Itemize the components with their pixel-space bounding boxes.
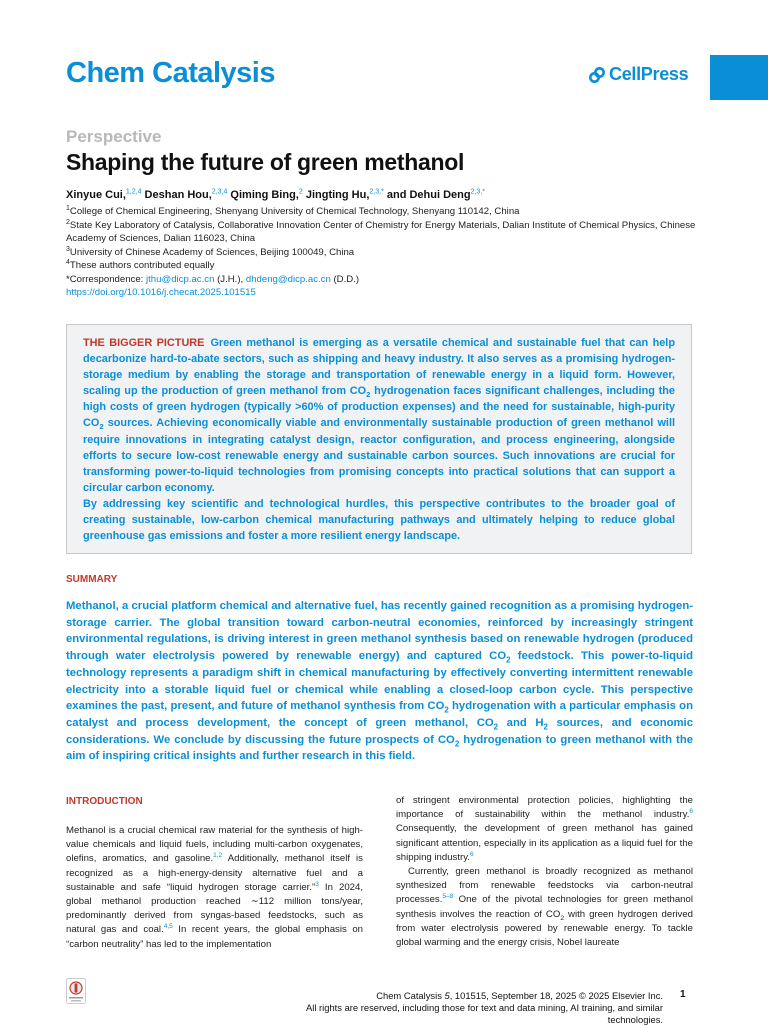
author-list xyxy=(66,189,485,201)
affiliation-number: 3 xyxy=(66,245,70,253)
journal-title: Chem Catalysis xyxy=(66,57,275,89)
bigger-picture-box xyxy=(66,324,692,554)
citation-ref[interactable]: 6 xyxy=(689,808,693,816)
affiliation-text: These authors contributed equally xyxy=(69,260,215,271)
author-name[interactable]: Qiming Bing, xyxy=(230,189,299,201)
doi-link[interactable]: https://doi.org/10.1016/j.checat.2025.101515 xyxy=(66,287,256,298)
publisher-logo[interactable] xyxy=(588,64,688,85)
body-paragraph: of stringent environmental protection policies, highlighting the importance of sustainability within the methanol industry.$^6$ Consequently, the development of green methanol has gained significant attention, especially in its application as a liquid fuel for the shipping industry.$^6$ xyxy=(396,795,693,863)
body-paragraph: Currently, green methanol is broadly recognized as methanol synthesized from renewable feedstocks via carbon-neutral processes.$^{5-8}$ One of the pivotal technologies for green methanol synthesis involves the reaction of $CO_2$ with green hydrogen derived from water electrolysis powered by renewable energy. To tackle global warming and the energy crisis, Nobel laureate xyxy=(396,866,693,949)
affiliation-text: University of Chinese Academy of Sciences, Beijing 100049, China xyxy=(69,246,355,258)
email-link-hu[interactable]: jthu@dicp.ac.cn xyxy=(146,273,215,285)
author-affil-ref[interactable]: 2,3,4 xyxy=(211,188,228,196)
affiliation-number: 4 xyxy=(66,258,70,266)
bigger-picture-paragraph: THE BIGGER PICTURE Green methanol is emerging as a versatile chemical and sustainable fuel that can help decarbonize hard-to-abate sectors, such as shipping and heavy industry. It also serves as a promising hydrogen-storage medium by enabling the storage and transportation of renewable energy in a liquid form. However, scaling up the production of green methanol from $CO_2$ hydrogenation faces significant challenges, including the high costs of green hydrogen (typically >60% of production expenses) and the need for sustainable, high-purity $CO_2$ sources. Achieving economically viable and environmentally sustainable production of green methanol will require innovations in integrating catalyst design, reactor configuration, and process engineering, alongside efforts to secure low-cost renewable energy and sustainable carbon sources. Such innovations are crucial for transforming power-to-liquid technologies from promising concepts into practical solutions that can support a circular carbon economy. xyxy=(83,337,675,494)
footer-citation-line: Chem Catalysis 5, 101515, September 18, 2025 © 2025 Elsevier Inc. xyxy=(376,990,663,1001)
footer-citation xyxy=(290,990,663,1026)
affiliations xyxy=(66,205,706,300)
author-affil-ref[interactable]: 1,2,4 xyxy=(125,188,142,196)
body-column-right xyxy=(396,794,693,950)
affiliation xyxy=(66,219,706,246)
header-accent-tab xyxy=(710,55,768,100)
citation-ref[interactable]: 5–8 xyxy=(442,893,454,901)
citation-ref[interactable]: 1,2 xyxy=(213,852,223,860)
check-for-updates-icon[interactable] xyxy=(66,978,86,1004)
publisher-name: CellPress xyxy=(609,64,689,84)
page-number: 1 xyxy=(680,989,686,1000)
author-affil-ref[interactable]: 2,3,* xyxy=(369,188,384,196)
affiliation xyxy=(66,205,706,219)
author-name[interactable]: Jingting Hu, xyxy=(305,189,370,201)
bigger-picture-paragraph: By addressing key scientific and technological hurdles, this perspective contributes to the broader goal of creating sustainable, low-carbon chemical manufacturing pathways and ultimately helping to reduce global greenhouse gas emissions and foster a more resilient energy landscape. xyxy=(83,497,675,543)
citation-ref[interactable]: 3 xyxy=(315,880,319,888)
article-title: Shaping the future of green methanol xyxy=(66,149,465,175)
citation-ref[interactable]: 4,5 xyxy=(163,923,173,931)
body-column-left xyxy=(66,824,363,952)
author-affil-ref[interactable]: 2,3,* xyxy=(470,188,485,196)
cellpress-logo-icon xyxy=(588,66,606,84)
footer-rights-line: All rights are reserved, including those for text and data mining, AI training, and similar technologies. xyxy=(306,1002,663,1025)
affiliation-text: College of Chemical Engineering, Shenyang University of Chemical Technology, Shenyang 110142, China xyxy=(69,206,520,217)
article-type: Perspective xyxy=(66,127,162,146)
author-name[interactable]: Deshan Hou, xyxy=(144,189,212,201)
bigger-picture-label: THE BIGGER PICTURE xyxy=(83,337,205,349)
affiliation xyxy=(66,246,706,260)
citation-ref[interactable]: 6 xyxy=(469,850,474,858)
summary-text: Methanol, a crucial platform chemical and alternative fuel, has recently gained recognition as a promising hydrogen-storage carrier. The global transition toward carbon-neutral economies, reinforced by increasingly stringent environmental regulations, is driving interest in green methanol synthesis based on renewable hydrogen (produced through water electrolysis powered by renewable energy) and captured $CO_2$ feedstock. This power-to-liquid technology represents a paradigm shift in chemical manufacturing by effectively converting intermittent renewable electricity into a storable liquid fuel or chemical while enabling a closed-loop carbon cycle. This perspective examines the past, present, and future of methanol synthesis from $CO_2$ hydrogenation with a particular emphasis on catalyst and process development, the concept of green methanol, $CO_2$ and $H_2$ sources, and economic considerations. We conclude by discussing the future prospects of $CO_2$ hydrogenation to green methanol with the aim of inspiring critical insights and further research in this field. xyxy=(66,600,694,763)
author-name[interactable]: Xinyue Cui, xyxy=(66,189,126,201)
email-link-deng[interactable]: dhdeng@dicp.ac.cn xyxy=(245,273,331,285)
affiliation-text: State Key Laboratory of Catalysis, Collaborative Innovation Center of Chemistry for Energy Materials, Dalian Institute of Chemical Physics, Chinese Academy of Sciences, Dalian 116023, China xyxy=(66,219,696,244)
body-paragraph: Methanol is a crucial chemical raw material for the synthesis of high-value chemicals and liquid fuels, including multi-carbon oxygenates, olefins, aromatics, and gasoline.$^{1,2}$ Additionally, methanol itself is recognized as a high-energy-density alternative fuel and a sustainable and safe “liquid hydrogen storage carrier.”$^3$ In 2024, global methanol production reached ∼112 million tons/year, predominantly derived from syngas-based feedstocks, such as natural gas and coal.$^{4,5}$ In recent years, the global emphasis on “carbon neutrality” has led to the implementation xyxy=(66,825,363,950)
summary-heading: SUMMARY xyxy=(66,574,118,585)
correspondence: *Correspondence: jthu@dicp.ac.cn (J.H.), dhdeng@dicp.ac.cn (D.D.) xyxy=(66,273,360,285)
affiliation-number: 2 xyxy=(66,218,70,226)
author-affil-ref[interactable]: 2 xyxy=(298,188,303,196)
doi-line xyxy=(66,286,706,300)
affiliation xyxy=(66,259,706,273)
affiliation-number: 1 xyxy=(66,204,70,212)
introduction-heading: INTRODUCTION xyxy=(66,796,143,807)
author-name[interactable]: and Dehui Deng xyxy=(386,189,471,201)
